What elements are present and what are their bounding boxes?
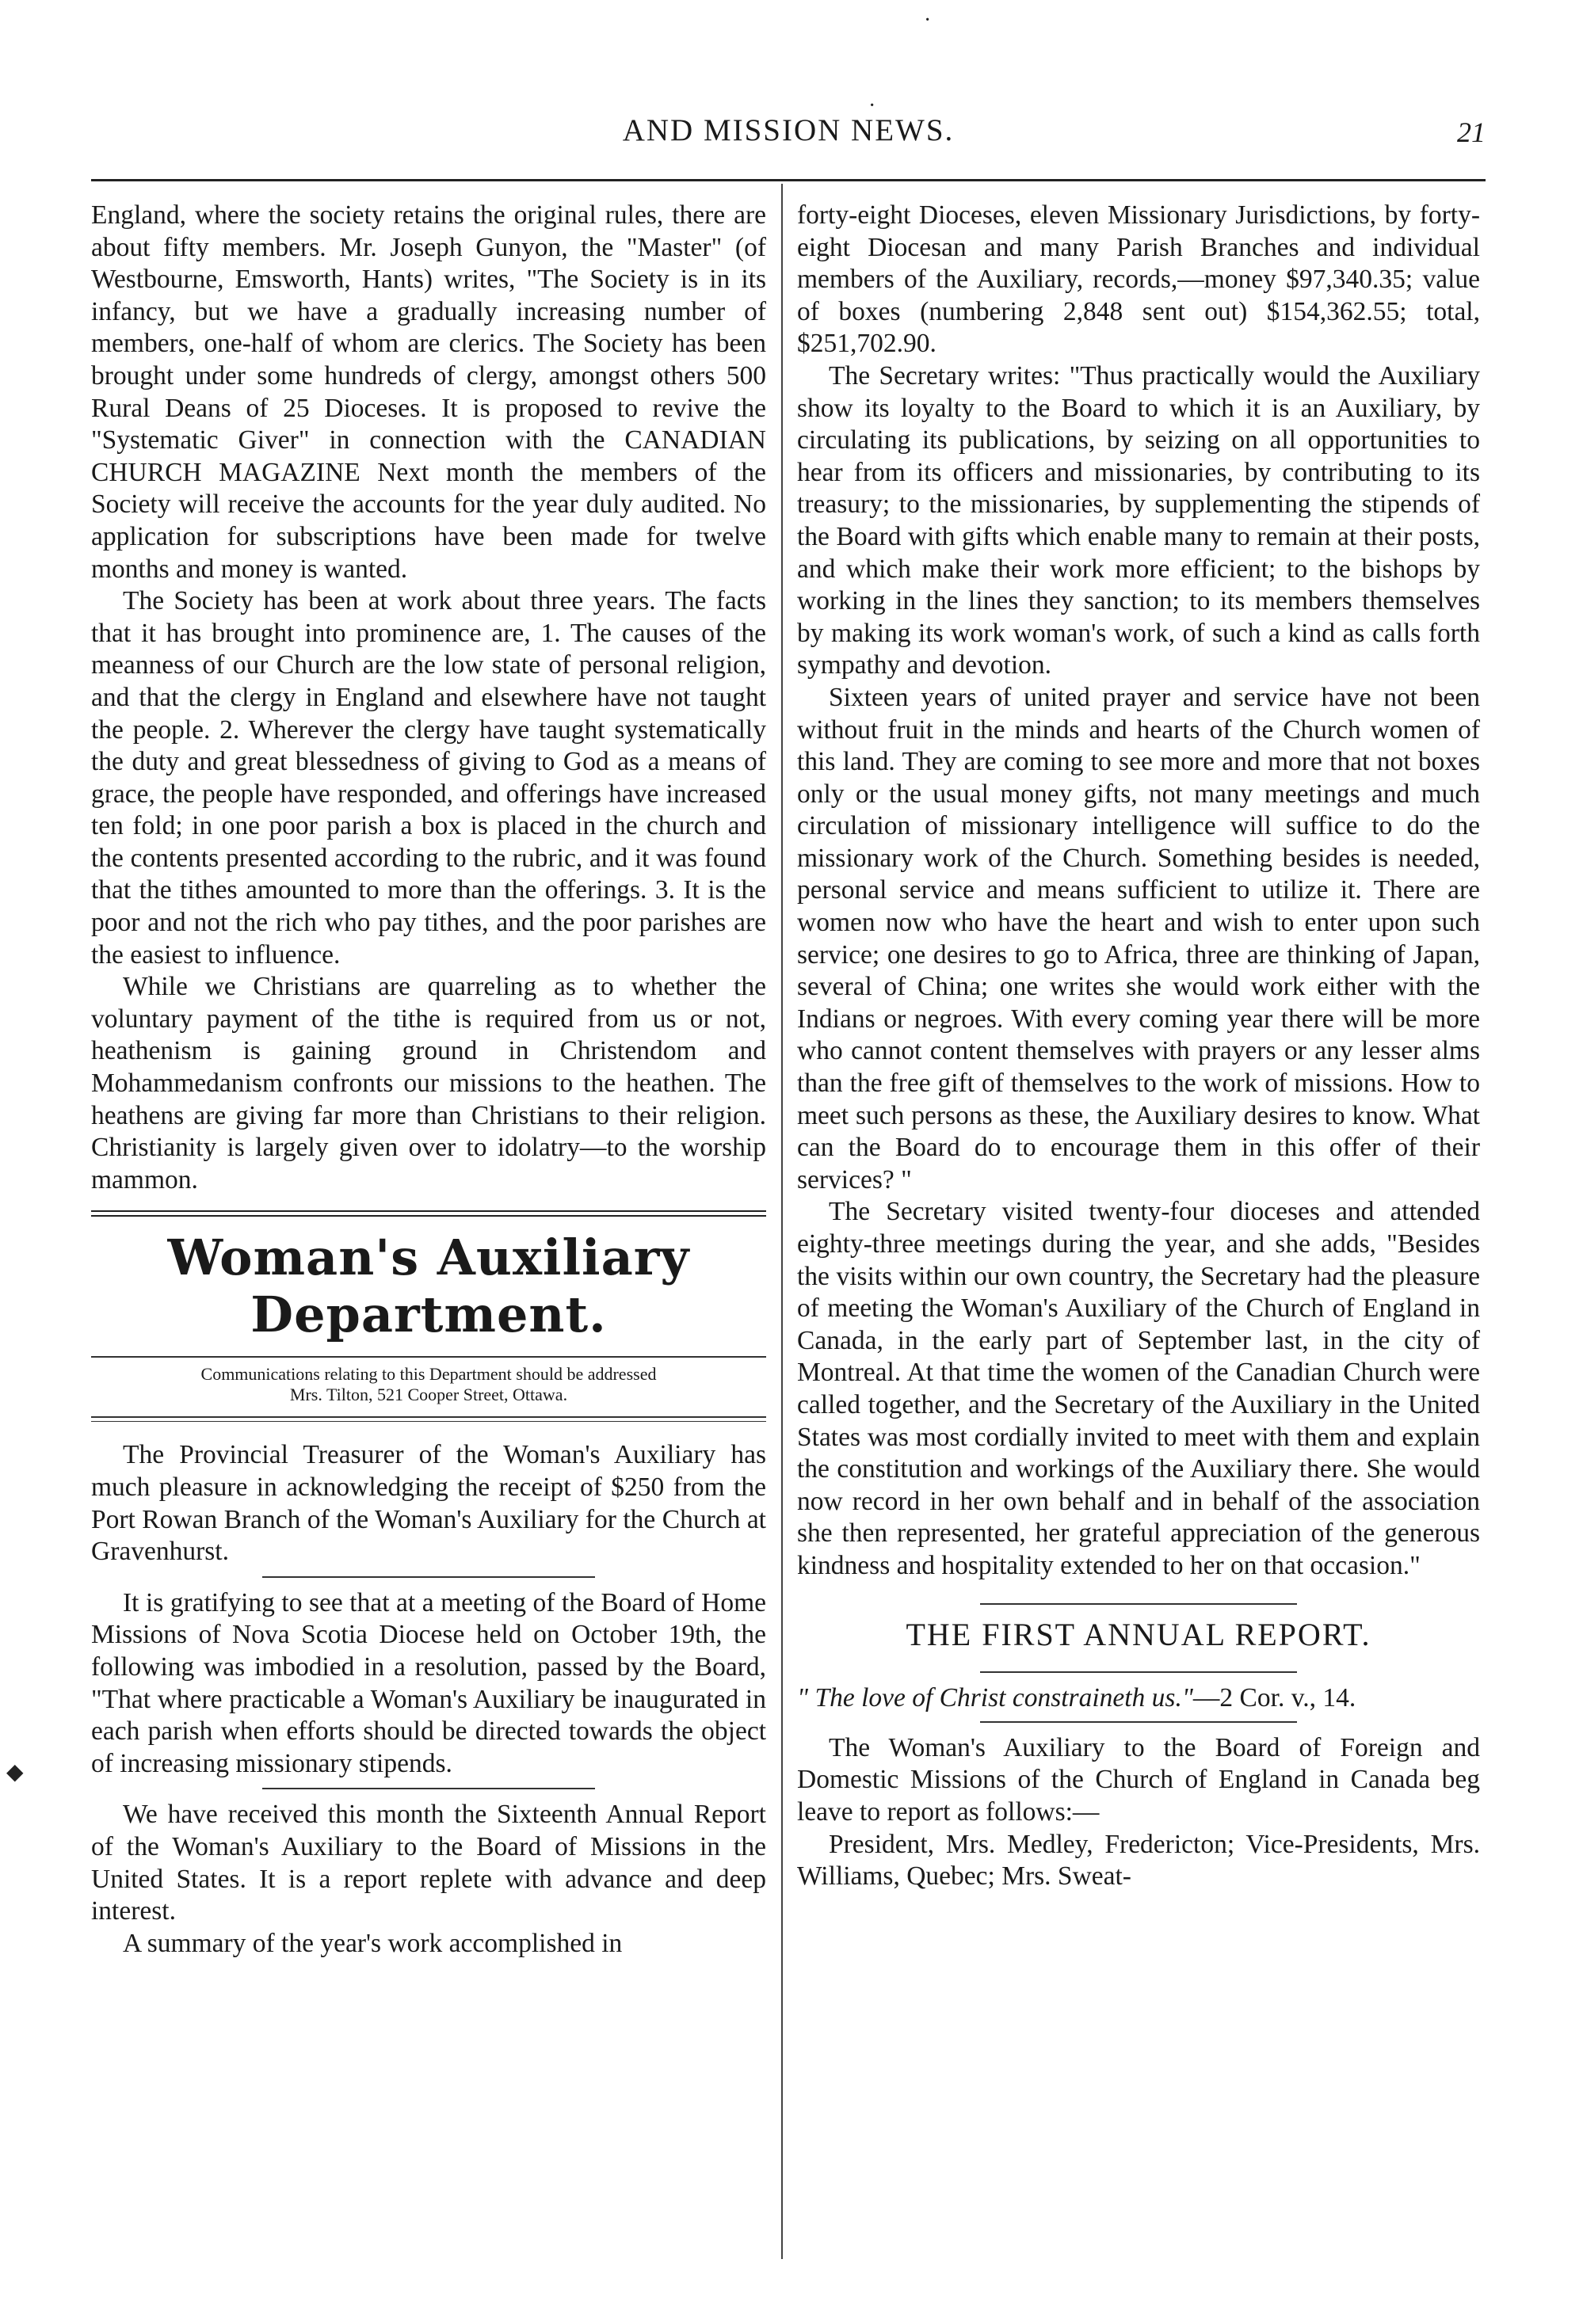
paragraph: The Secretary visited twenty-four dioceses and attended eighty-three meetings during the year, and she adds, "Besides the visits within our own country, the Secretary had the pleasure of meeting the Woman's Auxiliary of the Church of England in Canada, in the early part of September last, in the city of Montreal. At that time the women of the Canadian Church were called together, and the Secretary of the Auxiliary in the United States was most cordially invited to meet with them and explain the constitution and workings of the Auxiliary there. She would now record in her own behalf and in behalf of the association she then represented, her grateful appreciation of the generous kindness and hospitality extended to her on that occasion." (797, 1197, 1480, 1580)
department-heading: Woman's Auxiliary Department. (167, 1229, 690, 1344)
paragraph: The Provincial Treasurer of the Woman's Auxiliary has much pleasure in acknowledging the receipt of $250 from the Port Rowan Branch of the Woman's Auxiliary for the Church at Gravenhurst. (91, 1440, 766, 1567)
right-column (797, 200, 1480, 1893)
paragraph: The Society has been at work about three years. The facts that it has brought into prominence are, 1. The causes of the meanness of our Church are the low state of personal religion, and that the clergy in England and elsewhere have not taught the people. 2. Wherever the clergy have taught systematically the duty and great blessedness of giving to God as a means of grace, the people have responded, and offerings have increased ten fold; in one poor parish a box is placed in the church and the contents presented according to the rubric, and it was found that the tithes amounted to more than the offerings. 3. It is the poor and not the rich who pay tithes, and the poor parishes are the easiest to influence. (91, 586, 766, 970)
paragraph: It is gratifying to see that at a meeting of the Board of Home Missions of Nova Scotia Diocese held on October 19th, the following was imbodied in a resolution, passed by the Board, "That where practicable a Woman's Auxiliary be inaugurated in each parish when efforts should be directed towards the object of increasing missionary stipends. (91, 1587, 766, 1778)
print-speck: · (868, 93, 876, 118)
section-divider (91, 1210, 766, 1217)
epigraph (797, 1682, 1480, 1715)
paragraph: The Woman's Auxiliary to the Board of Foreign and Domestic Missions of the Church of England in Canada beg leave to report as follows:— (797, 1732, 1480, 1827)
margin-mark: ◆ (6, 1760, 24, 1785)
short-divider (980, 1603, 1297, 1605)
paragraph: The Secretary writes: "Thus practically would the Auxiliary show its loyalty to the Board to which it is an Auxiliary, by circulating its publications, by seizing on all opportunities to hear from its officers and missionaries, by contributing to its treasury; to the missionaries, by supplementing the stipends of the Board with gifts which enable many to remain at their posts, and which make their work more efficient; to the bishops by working in the lines they sanction; to its members themselves by making its work woman's work, of such a kind as calls forth sympathy and devotion. (797, 360, 1480, 680)
report-heading: THE FIRST ANNUAL REPORT. (906, 1616, 1371, 1652)
print-speck: · (924, 8, 932, 32)
short-divider (980, 1671, 1297, 1673)
epigraph-quote: " The love of Christ constraineth us." (797, 1683, 1193, 1713)
notice-line: Mrs. Tilton, 521 Cooper Street, Ottawa. (289, 1385, 568, 1405)
column-divider (781, 184, 783, 2259)
paragraph: While we Christians are quarreling as to whether the voluntary payment of the tithe is required from us or not, heathenism is gaining ground in Christendom and Mohammedanism confronts our missions to the heathen. The heathens are giving far more than Christians to their religion. Christianity is largely given over to idolatry—to the worship mammon. (91, 972, 766, 1194)
notice-line: Communications relating to this Department should be addressed (200, 1364, 657, 1385)
department-notice (107, 1364, 750, 1405)
short-divider (262, 1576, 595, 1578)
paragraph: Sixteen years of united prayer and service have not been without fruit in the minds and hearts of the Church women of this land. They are coming to see more and more that not boxes only or the usual money gifts, not many meetings and much circulation of missionary intelligence will suffice to do the missionary work of the Church. Something besides is needed, personal service and means sufficient to utilize it. There are women now who have the heart and wish to enter upon such service; one desires to go to Africa, three are thinking of Japan, several of China; one writes she would work either with the Indians or negroes. With every coming year there will be more who cannot content themselves with prayers or any lesser alms than the free gift of themselves to the work of missions. How to meet such persons as these, the Auxiliary desires to know. What can the Board do to encourage them in this offer of their services? " (797, 682, 1480, 1194)
paragraph: England, where the society retains the original rules, there are about fifty members. Mr. Joseph Gunyon, the "Master" (of Westbourne, Emsworth, Hants) writes, "The Society is in its infancy, but we have a gradually increasing number of members, one-half of whom are clerics. The Society has been brought under some hundreds of clergy, amongst others 500 Rural Deans of 25 Dioceses. It is proposed to revive the "Systematic Giver" in connection with the CANADIAN CHURCH MAGAZINE Next month the members of the Society will receive the accounts for the year duly audited. No application for subscriptions have been made for twelve months and money is wanted. (91, 200, 766, 584)
divider (91, 1356, 766, 1358)
divider (91, 1416, 766, 1422)
paragraph: President, Mrs. Medley, Fredericton; Vice-Presidents, Mrs. Williams, Quebec; Mrs. Sweat- (797, 1829, 1480, 1892)
left-column (91, 200, 766, 1960)
short-divider (262, 1788, 595, 1789)
paragraph: We have received this month the Sixteenth Annual Report of the Woman's Auxiliary to the Board of Missions in the United States. It is a report replete with advance and deep interest. (91, 1800, 766, 1926)
epigraph-reference: —2 Cor. v., 14. (1192, 1683, 1356, 1713)
page-number: 21 (1457, 116, 1486, 148)
header-rule (91, 179, 1486, 181)
paragraph: A summary of the year's work accomplished in (123, 1928, 623, 1958)
short-divider (980, 1721, 1297, 1723)
paragraph: forty-eight Dioceses, eleven Missionary Jurisdictions, by forty-eight Diocesan and many Parish Branches and individual members of the Auxiliary, records,—money $97,340.35; value of boxes (numbering 2,848 sent out) $154,362.55; total, $251,702.90. (797, 200, 1480, 359)
running-header (91, 105, 1486, 152)
running-title: AND MISSION NEWS. (622, 113, 955, 147)
